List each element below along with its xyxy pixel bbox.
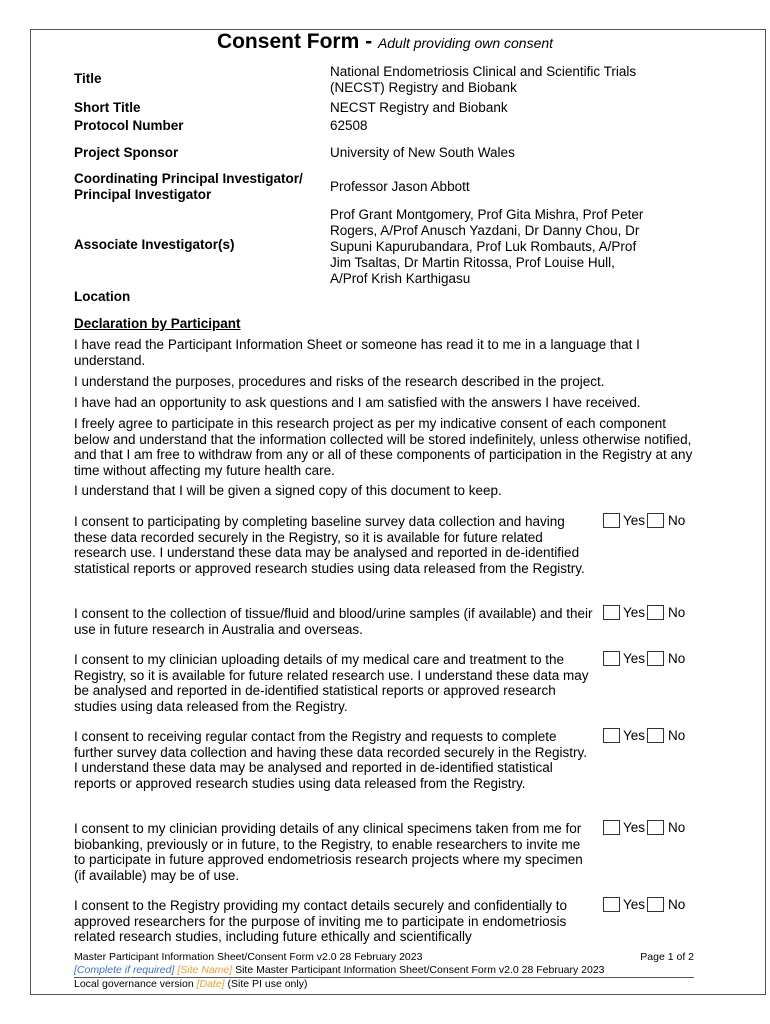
declaration-paragraph: I understand that I will be given a signed copy of this document to keep. bbox=[74, 483, 502, 498]
no-checkbox[interactable] bbox=[647, 728, 664, 743]
footer-master-line bbox=[74, 951, 694, 964]
consent-item-regular-contact: I consent to receiving regular contact from the Registry and requests to complete further survey data collection and having these data recorded securely in the Registry. I understand these data may be analysed and reported in de-identified statistical reports or approved research studies using data released from the Registry. bbox=[74, 729, 588, 791]
value-associate-investigators: Prof Grant Montgomery, Prof Gita Mishra, Prof Peter Rogers, A/Prof Anusch Yazdani, Dr Danny Chou, Dr Supuni Kapurubandara, Prof Luk Rombauts, A/Prof Jim Tsaltas, Dr Martin Ritossa, Prof Louise Hull, A/Prof Krish Karthigasu bbox=[330, 207, 644, 286]
value-coordinating-pi: Professor Jason Abbott bbox=[330, 179, 470, 194]
yes-label: Yes bbox=[623, 728, 646, 743]
local-governance-text: Local governance version bbox=[74, 978, 197, 990]
label-coordinating-pi: Coordinating Principal Investigator/ Principal Investigator bbox=[74, 171, 303, 202]
no-checkbox[interactable] bbox=[647, 897, 664, 912]
yes-label: Yes bbox=[623, 513, 646, 528]
no-checkbox[interactable] bbox=[647, 605, 664, 620]
date-placeholder: [Date] bbox=[196, 978, 225, 990]
yes-no-group bbox=[603, 897, 685, 914]
yes-no-group bbox=[603, 820, 685, 837]
footer-master-text: Master Participant Information Sheet/Consent Form v2.0 28 February 2023 bbox=[74, 951, 423, 963]
yes-no-group bbox=[603, 605, 685, 622]
declaration-paragraph: I freely agree to participate in this research project as per my indicative consent of each component below and understand that the information collected will be stored indefinitely, unless otherwise notified, and that I am free to withdraw from any or all of these components of participation in the Registry at any time without affecting my future health care. bbox=[74, 416, 693, 478]
footer-site-line bbox=[74, 964, 694, 977]
page-title bbox=[0, 30, 770, 54]
value-protocol-number: 62508 bbox=[330, 118, 368, 133]
label-title: Title bbox=[74, 71, 102, 86]
no-checkbox[interactable] bbox=[647, 651, 664, 666]
no-checkbox[interactable] bbox=[647, 513, 664, 528]
yes-no-group bbox=[603, 651, 685, 668]
yes-checkbox[interactable] bbox=[603, 605, 620, 620]
no-label: No bbox=[668, 513, 686, 528]
complete-if-required-placeholder: [Complete if required] bbox=[74, 964, 175, 976]
value-title: National Endometriosis Clinical and Scientific Trials (NECST) Registry and Biobank bbox=[330, 64, 637, 95]
value-short-title: NECST Registry and Biobank bbox=[330, 100, 508, 115]
yes-label: Yes bbox=[623, 820, 646, 835]
footer-site-master-text: Site Master Participant Information Sheet/Consent Form v2.0 28 February 2023 bbox=[232, 964, 605, 976]
consent-item-survey: I consent to participating by completing baseline survey data collection and having these data recorded securely in the Registry, so it is available for future related research use. I understand these data may be analysed and reported in de-identified statistical reports or approved research studies using data released from the Registry. bbox=[74, 514, 585, 576]
yes-no-group bbox=[603, 728, 685, 745]
label-associate-investigators: Associate Investigator(s) bbox=[74, 237, 235, 252]
yes-checkbox[interactable] bbox=[603, 897, 620, 912]
site-pi-use-text: (Site PI use only) bbox=[224, 978, 308, 990]
yes-no-group bbox=[603, 513, 685, 530]
label-protocol-number: Protocol Number bbox=[74, 118, 184, 133]
form-title: Consent Form - bbox=[216, 30, 378, 53]
page-number: Page 1 of 2 bbox=[640, 951, 694, 963]
declaration-heading: Declaration by Participant bbox=[74, 316, 241, 331]
yes-label: Yes bbox=[623, 897, 646, 912]
value-project-sponsor: University of New South Wales bbox=[330, 145, 515, 160]
consent-item-contact-details: I consent to the Registry providing my contact details securely and confidentially to approved researchers for the purpose of inviting me to participate in endometriosis related research studies, including future ethically and scientifically bbox=[74, 898, 568, 944]
no-label: No bbox=[668, 651, 686, 666]
consent-item-clinical-specimens: I consent to my clinician providing details of any clinical specimens taken from me for biobanking, previously or in future, to the Registry, to enable researchers to invite me to participate in future approved endometriosis research projects where my specimen (if available) may be of use. bbox=[74, 821, 583, 883]
yes-checkbox[interactable] bbox=[603, 820, 620, 835]
declaration-paragraph: I have read the Participant Information Sheet or someone has read it to me in a language that I understand. bbox=[74, 337, 640, 368]
yes-checkbox[interactable] bbox=[603, 728, 620, 743]
no-checkbox[interactable] bbox=[647, 820, 664, 835]
label-location: Location bbox=[74, 289, 131, 304]
yes-label: Yes bbox=[623, 651, 646, 666]
yes-checkbox[interactable] bbox=[603, 651, 620, 666]
yes-checkbox[interactable] bbox=[603, 513, 620, 528]
label-short-title: Short Title bbox=[74, 100, 141, 115]
no-label: No bbox=[668, 897, 686, 912]
consent-item-samples: I consent to the collection of tissue/fluid and blood/urine samples (if available) and their use in future research in Australia and overseas. bbox=[74, 606, 593, 637]
no-label: No bbox=[668, 728, 686, 743]
form-subtitle: Adult providing own consent bbox=[377, 35, 554, 51]
yes-label: Yes bbox=[623, 605, 646, 620]
declaration-paragraph: I understand the purposes, procedures and risks of the research described in the project. bbox=[74, 374, 605, 389]
label-project-sponsor: Project Sponsor bbox=[74, 145, 179, 160]
declaration-paragraph: I have had an opportunity to ask questions and I am satisfied with the answers I have received. bbox=[74, 395, 641, 410]
footer-governance-line bbox=[74, 978, 694, 991]
site-name-placeholder: [Site Name] bbox=[177, 964, 233, 976]
consent-item-clinician-upload: I consent to my clinician uploading details of my medical care and treatment to the Registry, so it is available for future related research use. I understand these data may be analysed and reported in de-identified statistical reports or approved research studies using data released from the Registry. bbox=[74, 652, 589, 714]
no-label: No bbox=[668, 605, 686, 620]
no-label: No bbox=[668, 820, 686, 835]
